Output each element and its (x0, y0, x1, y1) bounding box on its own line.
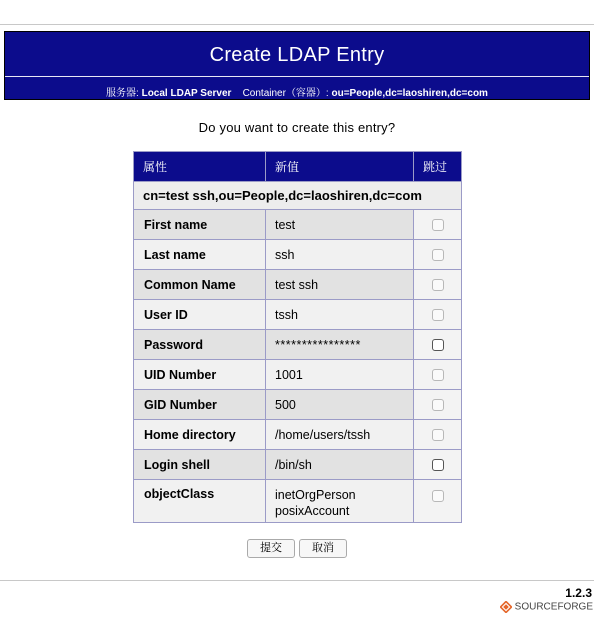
attribute-value: 500 (266, 390, 414, 420)
skip-checkbox[interactable] (432, 429, 444, 441)
skip-checkbox[interactable] (432, 490, 444, 502)
attribute-name: Home directory (134, 420, 266, 450)
container-label: Container（容器）: (242, 88, 329, 99)
table-row (134, 450, 462, 480)
table-row (134, 330, 462, 360)
skip-checkbox[interactable] (432, 309, 444, 321)
skip-cell (414, 300, 462, 330)
skip-checkbox[interactable] (432, 459, 444, 471)
attribute-name: Common Name (134, 270, 266, 300)
dn-row (134, 182, 462, 210)
skip-cell (414, 390, 462, 420)
table-row (134, 360, 462, 390)
skip-cell (414, 450, 462, 480)
skip-checkbox[interactable] (432, 369, 444, 381)
attribute-name: GID Number (134, 390, 266, 420)
table-row (134, 420, 462, 450)
attribute-value (266, 480, 414, 523)
table-row (134, 270, 462, 300)
skip-checkbox[interactable] (432, 339, 444, 351)
attribute-value (266, 330, 414, 360)
server-label: 服务器: (106, 88, 139, 99)
column-header-value: 新值 (266, 152, 414, 182)
table-header-row (134, 152, 462, 182)
attribute-value: test (266, 210, 414, 240)
form-buttons (0, 539, 594, 558)
attribute-name: Password (134, 330, 266, 360)
skip-checkbox[interactable] (432, 279, 444, 291)
attribute-value: /home/users/tssh (266, 420, 414, 450)
attribute-value: ssh (266, 240, 414, 270)
sourceforge-logo-icon (500, 601, 512, 613)
server-name: Local LDAP Server (141, 88, 232, 99)
skip-cell (414, 270, 462, 300)
skip-cell (414, 240, 462, 270)
column-header-skip: 跳过 (414, 152, 462, 182)
attribute-value: /bin/sh (266, 450, 414, 480)
attribute-name: First name (134, 210, 266, 240)
top-divider (0, 24, 594, 25)
table-row (134, 390, 462, 420)
objectclass-value: posixAccount (275, 504, 350, 518)
attribute-value: 1001 (266, 360, 414, 390)
entry-table (133, 151, 462, 523)
objectclass-value: inetOrgPerson (275, 488, 356, 502)
skip-cell (414, 420, 462, 450)
confirm-question: Do you want to create this entry? (198, 120, 396, 135)
sourceforge-text: SOURCEFORGE (514, 601, 593, 613)
skip-cell (414, 330, 462, 360)
page-header (4, 31, 590, 100)
skip-checkbox[interactable] (432, 249, 444, 261)
attribute-name: objectClass (134, 480, 266, 523)
page-title: Create LDAP Entry (209, 44, 385, 66)
column-header-attribute: 属性 (134, 152, 266, 182)
attribute-name: User ID (134, 300, 266, 330)
version-label: 1.2.3 (565, 586, 592, 600)
attribute-value: test ssh (266, 270, 414, 300)
skip-checkbox[interactable] (432, 219, 444, 231)
table-row (134, 240, 462, 270)
header-divider (5, 76, 589, 77)
table-row (134, 300, 462, 330)
table-row (134, 210, 462, 240)
attribute-name: Login shell (134, 450, 266, 480)
skip-cell (414, 480, 462, 523)
attribute-value: tssh (266, 300, 414, 330)
skip-cell (414, 210, 462, 240)
cancel-button[interactable]: 取消 (299, 539, 347, 558)
skip-checkbox[interactable] (432, 399, 444, 411)
attribute-name: Last name (134, 240, 266, 270)
footer-divider (0, 580, 594, 581)
table-row (134, 480, 462, 523)
container-value: ou=People,dc=laoshiren,dc=com (331, 88, 488, 99)
sourceforge-link[interactable] (500, 601, 593, 613)
submit-button[interactable]: 提交 (247, 539, 295, 558)
skip-cell (414, 360, 462, 390)
password-value: **************** (275, 337, 361, 352)
server-info (5, 84, 589, 99)
attribute-name: UID Number (134, 360, 266, 390)
entry-dn: cn=test ssh,ou=People,dc=laoshiren,dc=com (134, 182, 462, 210)
